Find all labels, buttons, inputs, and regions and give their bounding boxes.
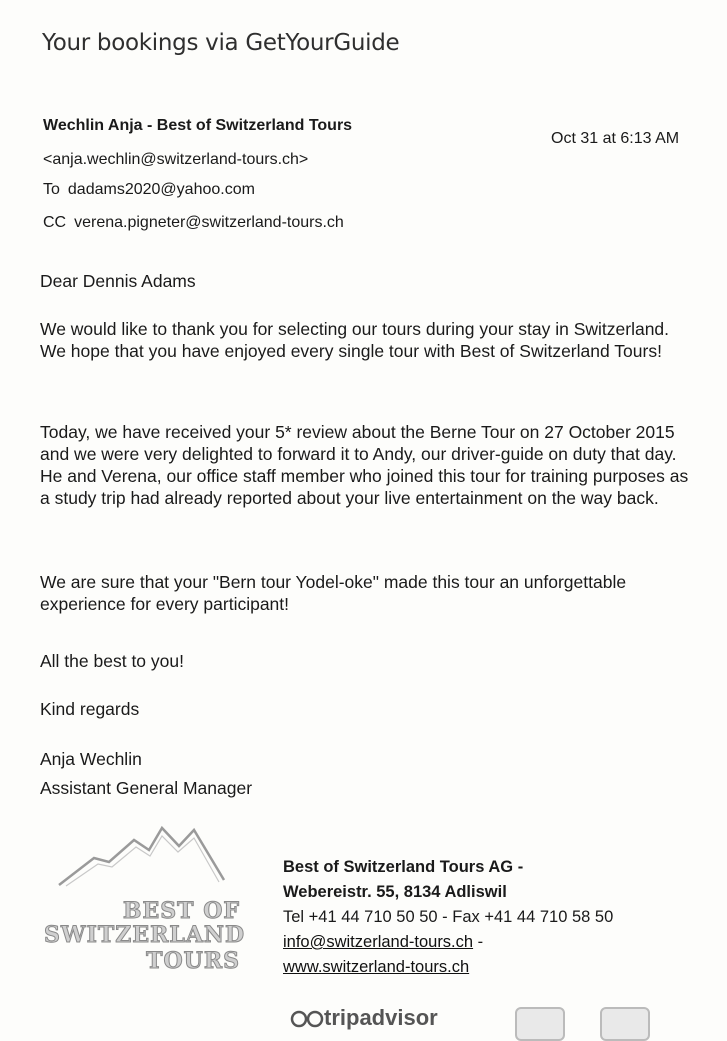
company-email-suffix: - xyxy=(473,933,484,951)
company-email-link[interactable]: info@switzerland-tours.ch xyxy=(283,933,474,951)
company-phone: Tel +41 44 710 50 50 - Fax +41 44 710 58 50 xyxy=(283,908,614,926)
youtube-icon[interactable] xyxy=(600,1007,650,1041)
to-label: To xyxy=(43,181,60,198)
company-name: Best of Switzerland Tours AG - xyxy=(283,858,524,876)
paragraph-review: Today, we have received your 5* review about the Berne Tour on 27 October 2015 and we were very delighted to forward it to Andy, our driver-guide on duty that day. He and Verena, our office staff member who joined this tour for training purposes as a study trip had already reported about your live entertainment on the way back. xyxy=(40,422,689,508)
owl-eyes-icon xyxy=(290,1010,324,1028)
logo-text-line-2: SWITZERLAND xyxy=(44,922,246,948)
logo-text-line-1: BEST OF xyxy=(122,898,240,924)
closing: Kind regards xyxy=(40,699,140,719)
sender-name: Wechlin Anja - Best of Switzerland Tours xyxy=(43,117,353,134)
cc-label: CC xyxy=(43,214,67,231)
tripadvisor-text: tripadvisor xyxy=(324,1005,438,1030)
email-subject: Your bookings via GetYourGuide xyxy=(42,30,400,56)
sender-email: <anja.wechlin@switzerland-tours.ch> xyxy=(43,151,309,168)
paragraph-yodel: We are sure that your "Bern tour Yodel-oke" made this tour an unforgettable experience for every participant! xyxy=(40,572,627,614)
recipient-line xyxy=(43,181,255,199)
recipient-email: dadams2020@yahoo.com xyxy=(67,181,255,198)
company-website-link[interactable]: www.switzerland-tours.ch xyxy=(283,958,470,976)
company-address: Webereistr. 55, 8134 Adliswil xyxy=(283,883,507,901)
paragraph-best-wishes: All the best to you! xyxy=(40,651,184,671)
tripadvisor-logo[interactable] xyxy=(290,1005,438,1031)
mountain-icon xyxy=(54,820,234,890)
cc-line xyxy=(43,214,344,232)
cc-email: verena.pigneter@switzerland-tours.ch xyxy=(74,214,344,231)
paragraph-thanks: We would like to thank you for selecting our tours during your stay in Switzerland. We hope that you have enjoyed every single tour with Best of Switzerland Tours! xyxy=(40,319,670,361)
facebook-icon[interactable] xyxy=(515,1007,565,1041)
logo-text-line-3: TOURS xyxy=(146,948,240,974)
greeting: Dear Dennis Adams xyxy=(40,271,196,291)
signature-name: Anja Wechlin xyxy=(40,749,142,769)
company-logo xyxy=(44,820,244,980)
company-contact-block xyxy=(283,855,613,980)
signature-title: Assistant General Manager xyxy=(40,778,253,798)
social-icons xyxy=(290,1005,710,1035)
company-email-line xyxy=(283,930,613,955)
email-date: Oct 31 at 6:13 AM xyxy=(551,130,680,147)
